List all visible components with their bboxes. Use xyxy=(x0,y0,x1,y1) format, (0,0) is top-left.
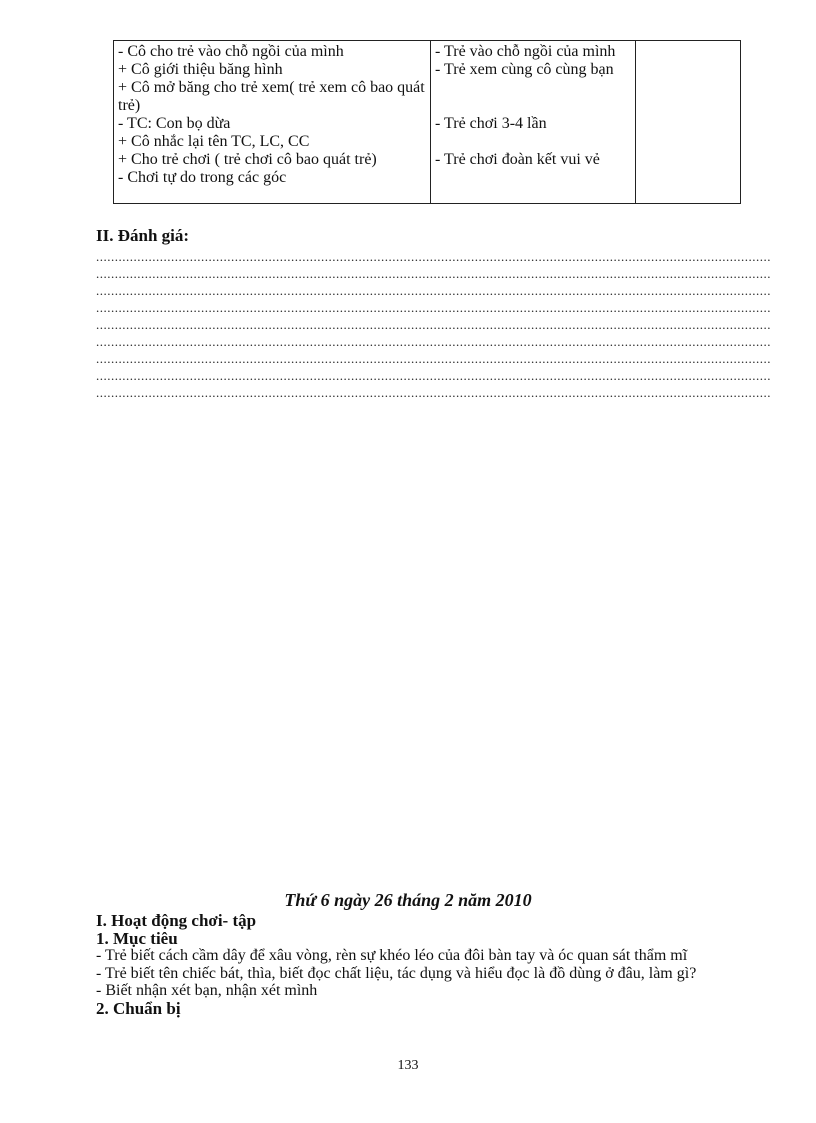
objective-item: - Biết nhận xét bạn, nhận xét mình xyxy=(96,982,318,999)
teacher-activity-cell xyxy=(114,41,431,204)
objective-heading: 1. Mục tiêu xyxy=(96,928,178,948)
dotted-line: .................................................................................................................................................................................... xyxy=(96,368,771,383)
note-cell xyxy=(636,41,741,204)
dotted-line: .................................................................................................................................................................................... xyxy=(96,283,771,298)
page-number: 133 xyxy=(397,1058,419,1073)
day-title: Thứ 6 ngày 26 tháng 2 năm 2010 xyxy=(284,890,532,910)
teacher-line: - Chơi tự do trong các góc xyxy=(118,169,287,186)
teacher-line: - TC: Con bọ dừa xyxy=(118,115,231,132)
objective-item: - Trẻ biết tên chiếc bát, thìa, biết đọc chất liệu, tác dụng và hiểu đọc là đồ dùng ở đâu, làm gì? xyxy=(96,964,697,982)
section-heading: I. Hoạt động chơi- tập xyxy=(96,911,257,930)
preparation-heading: 2. Chuẩn bị xyxy=(96,998,181,1018)
child-line: - Trẻ chơi đoàn kết vui vẻ xyxy=(435,151,600,168)
child-line: - Trẻ vào chỗ ngồi của mình xyxy=(435,43,616,60)
teacher-line: + Cô giới thiệu băng hình xyxy=(118,61,283,78)
activity-table xyxy=(113,40,741,204)
dotted-line: .................................................................................................................................................................................... xyxy=(96,317,771,332)
child-line: - Trẻ xem cùng cô cùng bạn xyxy=(435,61,614,78)
teacher-line: + Cô mở băng cho trẻ xem( trẻ xem cô bao quát trẻ) xyxy=(118,79,429,114)
dotted-line: .................................................................................................................................................................................... xyxy=(96,300,771,315)
dotted-line: .................................................................................................................................................................................... xyxy=(96,351,771,366)
evaluation-dotted-lines xyxy=(96,248,771,401)
dotted-line: .................................................................................................................................................................................... xyxy=(96,385,771,400)
teacher-line: + Cô nhắc lại tên TC, LC, CC xyxy=(118,133,310,150)
child-activity-cell xyxy=(431,41,636,204)
teacher-line: + Cho trẻ chơi ( trẻ chơi cô bao quát trẻ) xyxy=(118,151,377,168)
evaluation-heading: II. Đánh giá: xyxy=(96,226,190,245)
dotted-line: .................................................................................................................................................................................... xyxy=(96,249,771,264)
day-section xyxy=(96,912,736,1017)
dotted-line: .................................................................................................................................................................................... xyxy=(96,266,771,281)
teacher-line: - Cô cho trẻ vào chỗ ngồi của mình xyxy=(118,43,344,60)
table-row xyxy=(114,41,741,204)
child-line: - Trẻ chơi 3-4 lần xyxy=(435,115,547,132)
dotted-line: .................................................................................................................................................................................... xyxy=(96,334,771,349)
objective-item: - Trẻ biết cách cầm dây để xâu vòng, rèn sự khéo léo của đôi bàn tay và óc quan sát thẩm mĩ xyxy=(96,947,688,964)
